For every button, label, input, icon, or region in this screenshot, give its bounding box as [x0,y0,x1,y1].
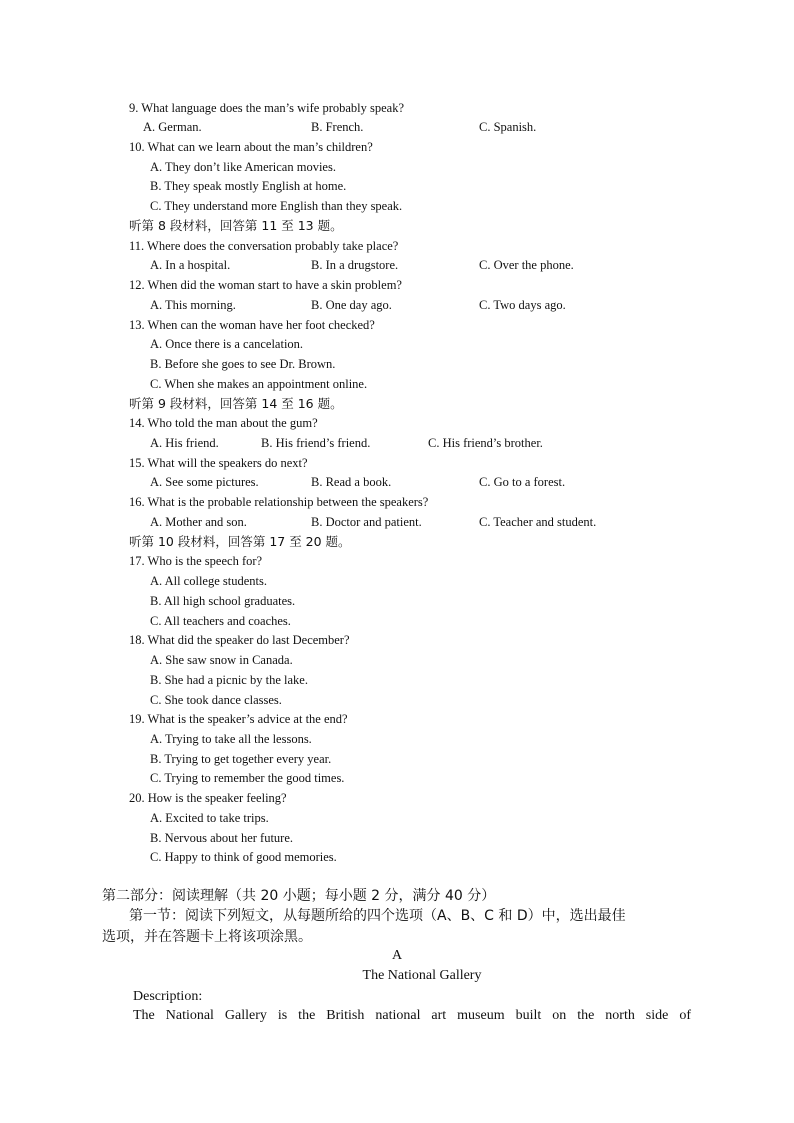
part2-heading: 第二部分：阅读理解（共 20 小题；每小题 2 分，满分 40 分） [102,888,496,904]
q17-option-a: A. All college students. [150,574,267,588]
q15-option-c: C. Go to a forest. [479,475,566,489]
part2-instruction-line2: 选项，并在答题卡上将该项涂黑。 [102,929,312,945]
q14-option-c: C. His friend’s brother. [428,436,543,450]
q11-option-a: A. In a hospital. [150,258,231,272]
question-9: 9. What language does the man’s wife probably speak? [129,101,405,115]
description-label: Description: [133,989,203,1004]
q18-option-c: C. She took dance classes. [150,693,282,707]
question-12: 12. When did the woman start to have a skin problem? [129,278,402,292]
question-15: 15. What will the speakers do next? [129,456,308,470]
question-20: 20. How is the speaker feeling? [129,791,287,805]
q13-option-a: A. Once there is a cancelation. [150,337,304,351]
q12-option-b: B. One day ago. [311,298,392,312]
q9-option-c: C. Spanish. [479,120,537,134]
q18-option-b: B. She had a picnic by the lake. [150,673,308,687]
q18-option-a: A. She saw snow in Canada. [150,653,293,667]
section-instruction-10: 听第 10 段材料，回答第 17 至 20 题。 [129,534,351,549]
q11-option-b: B. In a drugstore. [311,258,399,272]
q14-option-a: A. His friend. [150,436,219,450]
passage-letter: A [391,948,403,963]
q20-option-a: A. Excited to take trips. [150,811,269,825]
q10-option-b: B. They speak mostly English at home. [150,179,347,193]
q13-option-c: C. When she makes an appointment online. [150,377,368,391]
q19-option-a: A. Trying to take all the lessons. [150,732,312,746]
q10-option-a: A. They don’t like American movies. [150,160,336,174]
question-14: 14. Who told the man about the gum? [129,416,318,430]
q10-option-c: C. They understand more English than they speak. [150,199,403,213]
section-instruction-9: 听第 9 段材料，回答第 14 至 16 题。 [129,396,343,411]
q13-option-b: B. Before she goes to see Dr. Brown. [150,357,336,371]
q12-option-a: A. This morning. [150,298,236,312]
q15-option-a: A. See some pictures. [150,475,259,489]
question-16: 16. What is the probable relationship between the speakers? [129,495,429,509]
question-18: 18. What did the speaker do last December? [129,633,350,647]
q17-option-c: C. All teachers and coaches. [150,614,291,628]
description-text: The National Gallery is the British national art museum built on the north side of [133,1008,691,1023]
q14-option-b: B. His friend’s friend. [261,436,371,450]
q9-option-b: B. French. [311,120,364,134]
passage-title: The National Gallery [362,968,482,983]
q19-option-c: C. Trying to remember the good times. [150,771,345,785]
q16-option-c: C. Teacher and student. [479,515,597,529]
q19-option-b: B. Trying to get together every year. [150,752,332,766]
part2-instruction-line1: 第一节：阅读下列短文，从每题所给的四个选项（A、B、C 和 D）中，选出最佳 [129,908,626,924]
question-19: 19. What is the speaker’s advice at the end? [129,712,348,726]
question-13: 13. When can the woman have her foot checked? [129,318,375,332]
q16-option-a: A. Mother and son. [150,515,247,529]
q20-option-c: C. Happy to think of good memories. [150,850,337,864]
question-11: 11. Where does the conversation probably take place? [129,239,399,253]
q12-option-c: C. Two days ago. [479,298,566,312]
q16-option-b: B. Doctor and patient. [311,515,422,529]
q11-option-c: C. Over the phone. [479,258,574,272]
section-instruction-8: 听第 8 段材料，回答第 11 至 13 题。 [129,218,343,233]
q9-option-a: A. German. [143,120,202,134]
question-10: 10. What can we learn about the man’s children? [129,140,373,154]
q15-option-b: B. Read a book. [311,475,392,489]
q20-option-b: B. Nervous about her future. [150,831,294,845]
q17-option-b: B. All high school graduates. [150,594,296,608]
question-17: 17. Who is the speech for? [129,554,263,568]
